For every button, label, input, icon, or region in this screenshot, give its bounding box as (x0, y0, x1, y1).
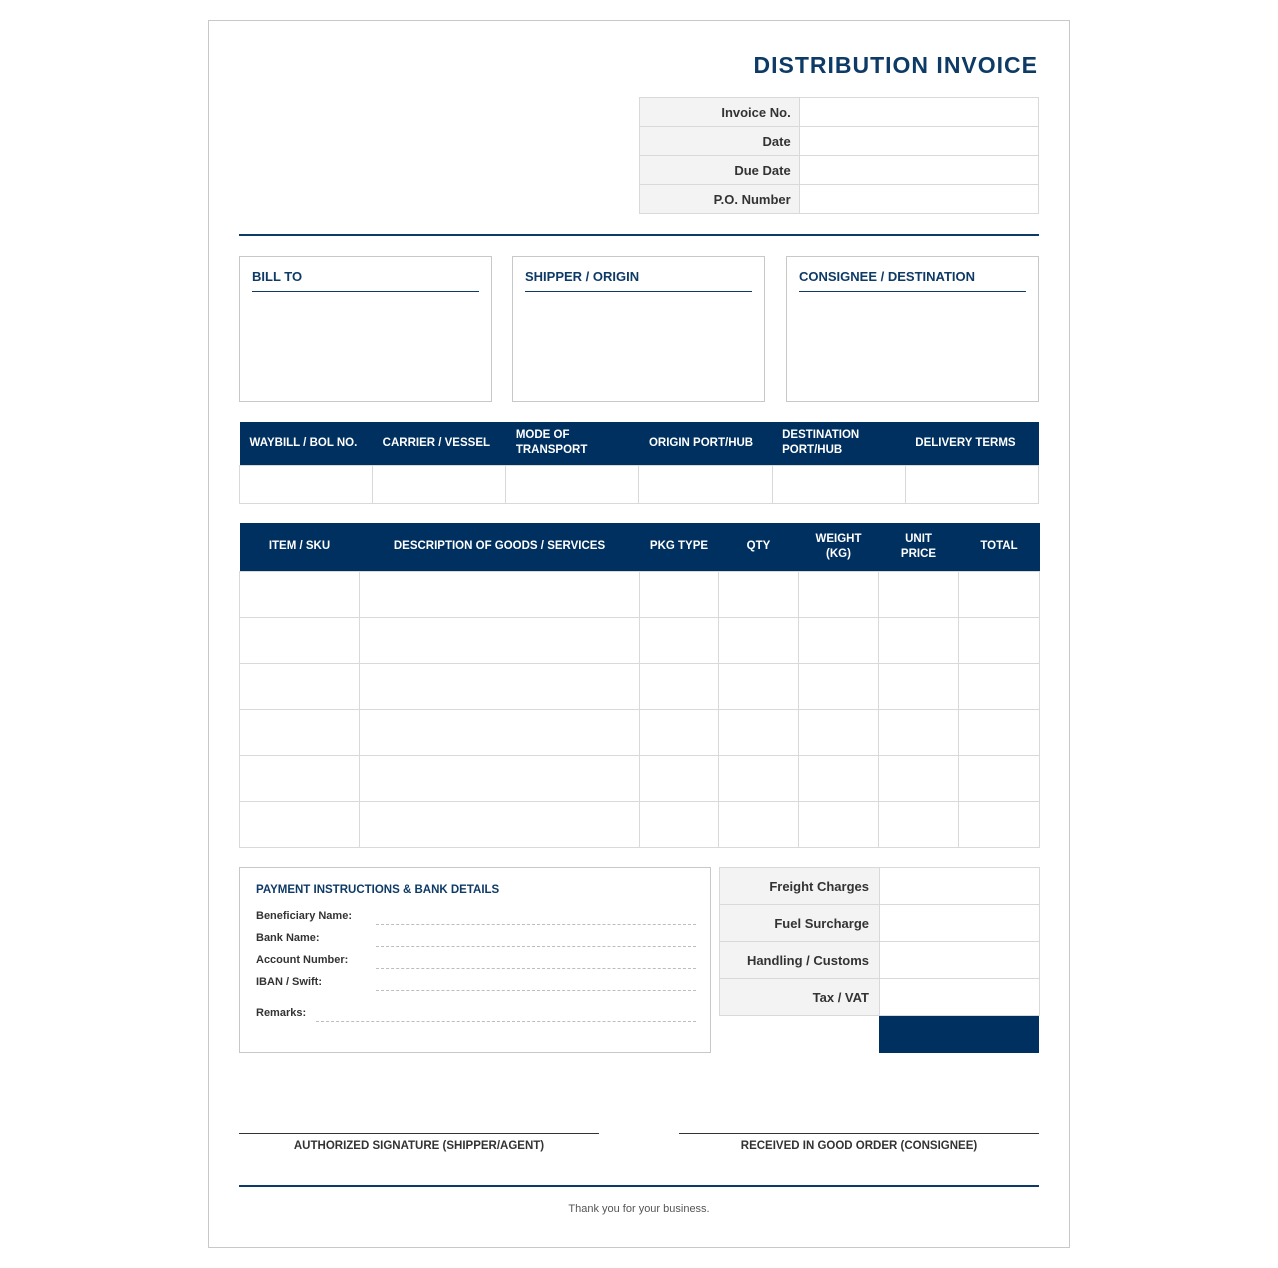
account-number-label: Account Number: (256, 954, 349, 966)
waybill-field[interactable] (240, 465, 373, 503)
item-cell[interactable] (640, 801, 719, 847)
meta-label: Due Date (640, 156, 800, 185)
footer-divider (239, 1185, 1039, 1187)
shipping-col-waybill: WAYBILL / BOL NO. (240, 422, 373, 465)
items-col-total: TOTAL (959, 523, 1040, 571)
due-date-field[interactable] (799, 156, 1038, 185)
header-divider (239, 234, 1039, 236)
handling-customs-label: Handling / Customs (720, 942, 880, 979)
table-row (240, 663, 1040, 709)
item-cell[interactable] (240, 663, 360, 709)
items-col-sku: ITEM / SKU (240, 523, 360, 571)
beneficiary-line[interactable] (376, 924, 696, 925)
shipping-col-destination: DESTINATION PORT/HUB (772, 422, 905, 465)
shipping-header-row (240, 422, 1039, 465)
table-row (240, 709, 1040, 755)
destination-field[interactable] (772, 465, 905, 503)
table-row (240, 801, 1040, 847)
remarks-label: Remarks: (256, 1007, 307, 1019)
item-cell[interactable] (799, 801, 879, 847)
shipping-value-row (240, 465, 1039, 503)
item-cell[interactable] (879, 709, 959, 755)
item-cell[interactable] (719, 571, 799, 617)
item-cell[interactable] (959, 709, 1040, 755)
item-cell[interactable] (719, 755, 799, 801)
bank-name-label: Bank Name: (256, 932, 320, 944)
meta-label: Date (640, 127, 800, 156)
item-cell[interactable] (799, 709, 879, 755)
item-cell[interactable] (879, 755, 959, 801)
footer-text: Thank you for your business. (568, 1203, 710, 1215)
item-cell[interactable] (799, 571, 879, 617)
tax-vat-field[interactable] (880, 979, 1040, 1016)
table-row (240, 617, 1040, 663)
item-cell[interactable] (240, 801, 360, 847)
bill-to-box[interactable] (239, 256, 492, 402)
item-cell[interactable] (719, 663, 799, 709)
item-cell[interactable] (640, 571, 719, 617)
totals-row (720, 979, 1040, 1016)
shipper-origin-heading: SHIPPER / ORIGIN (525, 269, 752, 292)
payment-instructions-box (239, 867, 711, 1053)
totals-table (719, 867, 1040, 1016)
consignee-destination-box[interactable] (786, 256, 1039, 402)
item-cell[interactable] (360, 755, 640, 801)
item-cell[interactable] (360, 801, 640, 847)
meta-row-due-date (640, 156, 1039, 185)
invoice-title: DISTRIBUTION INVOICE (753, 52, 1038, 78)
origin-field[interactable] (639, 465, 772, 503)
item-cell[interactable] (640, 709, 719, 755)
totals-row (720, 868, 1040, 905)
invoice-meta-table (639, 97, 1039, 214)
authorized-signature-line[interactable] (239, 1133, 599, 1134)
totals-row (720, 905, 1040, 942)
meta-row-po-number (640, 185, 1039, 214)
table-row (240, 571, 1040, 617)
consignee-signature-line[interactable] (679, 1133, 1039, 1134)
handling-customs-field[interactable] (880, 942, 1040, 979)
grand-total-field[interactable] (879, 1016, 1039, 1053)
shipping-details-table (239, 422, 1039, 504)
item-cell[interactable] (640, 617, 719, 663)
item-cell[interactable] (240, 755, 360, 801)
totals-row (720, 942, 1040, 979)
item-cell[interactable] (640, 755, 719, 801)
consignee-destination-heading: CONSIGNEE / DESTINATION (799, 269, 1026, 292)
item-cell[interactable] (360, 663, 640, 709)
bill-to-heading: BILL TO (252, 269, 479, 292)
iban-swift-label: IBAN / Swift: (256, 976, 322, 988)
shipping-col-origin: ORIGIN PORT/HUB (639, 422, 772, 465)
item-cell[interactable] (959, 801, 1040, 847)
authorized-signature-label: AUTHORIZED SIGNATURE (SHIPPER/AGENT) (293, 1140, 545, 1152)
shipper-origin-box[interactable] (512, 256, 765, 402)
date-field[interactable] (799, 127, 1038, 156)
item-cell[interactable] (719, 709, 799, 755)
item-cell[interactable] (879, 801, 959, 847)
item-cell[interactable] (959, 663, 1040, 709)
items-col-pkg-type: PKG TYPE (640, 523, 719, 571)
items-col-weight: WEIGHT (KG) (799, 523, 879, 571)
item-cell[interactable] (799, 617, 879, 663)
line-items-table (239, 523, 1040, 848)
items-col-description: DESCRIPTION OF GOODS / SERVICES (360, 523, 640, 571)
mode-field[interactable] (506, 465, 639, 503)
freight-charges-field[interactable] (880, 868, 1040, 905)
item-cell[interactable] (799, 755, 879, 801)
item-cell[interactable] (719, 617, 799, 663)
beneficiary-label: Beneficiary Name: (256, 910, 352, 922)
consignee-signature-label: RECEIVED IN GOOD ORDER (CONSIGNEE) (740, 1140, 978, 1152)
item-cell[interactable] (879, 663, 959, 709)
remarks-line[interactable] (316, 1021, 696, 1022)
shipping-col-delivery-terms: DELIVERY TERMS (905, 422, 1038, 465)
tax-vat-label: Tax / VAT (720, 979, 880, 1016)
iban-swift-line[interactable] (376, 990, 696, 991)
item-cell[interactable] (240, 617, 360, 663)
item-cell[interactable] (240, 709, 360, 755)
item-cell[interactable] (360, 709, 640, 755)
shipping-col-carrier: CARRIER / VESSEL (373, 422, 506, 465)
item-cell[interactable] (640, 663, 719, 709)
item-cell[interactable] (360, 617, 640, 663)
item-cell[interactable] (959, 571, 1040, 617)
items-header-row (240, 523, 1040, 571)
freight-charges-label: Freight Charges (720, 868, 880, 905)
item-cell[interactable] (879, 571, 959, 617)
item-cell[interactable] (360, 571, 640, 617)
meta-row-date (640, 127, 1039, 156)
item-cell[interactable] (959, 617, 1040, 663)
items-col-unit-price: UNIT PRICE (879, 523, 959, 571)
meta-label: Invoice No. (640, 98, 800, 127)
invoice-no-field[interactable] (799, 98, 1038, 127)
delivery-terms-field[interactable] (905, 465, 1038, 503)
po-number-field[interactable] (799, 185, 1038, 214)
bank-name-line[interactable] (376, 946, 696, 947)
item-cell[interactable] (879, 617, 959, 663)
item-cell[interactable] (959, 755, 1040, 801)
item-cell[interactable] (799, 663, 879, 709)
carrier-field[interactable] (373, 465, 506, 503)
meta-row-invoice-no (640, 98, 1039, 127)
item-cell[interactable] (240, 571, 360, 617)
table-row (240, 755, 1040, 801)
meta-label: P.O. Number (640, 185, 800, 214)
fuel-surcharge-field[interactable] (880, 905, 1040, 942)
fuel-surcharge-label: Fuel Surcharge (720, 905, 880, 942)
items-col-qty: QTY (719, 523, 799, 571)
item-cell[interactable] (719, 801, 799, 847)
payment-heading: PAYMENT INSTRUCTIONS & BANK DETAILS (256, 884, 500, 896)
account-number-line[interactable] (376, 968, 696, 969)
shipping-col-mode: MODE OF TRANSPORT (506, 422, 639, 465)
